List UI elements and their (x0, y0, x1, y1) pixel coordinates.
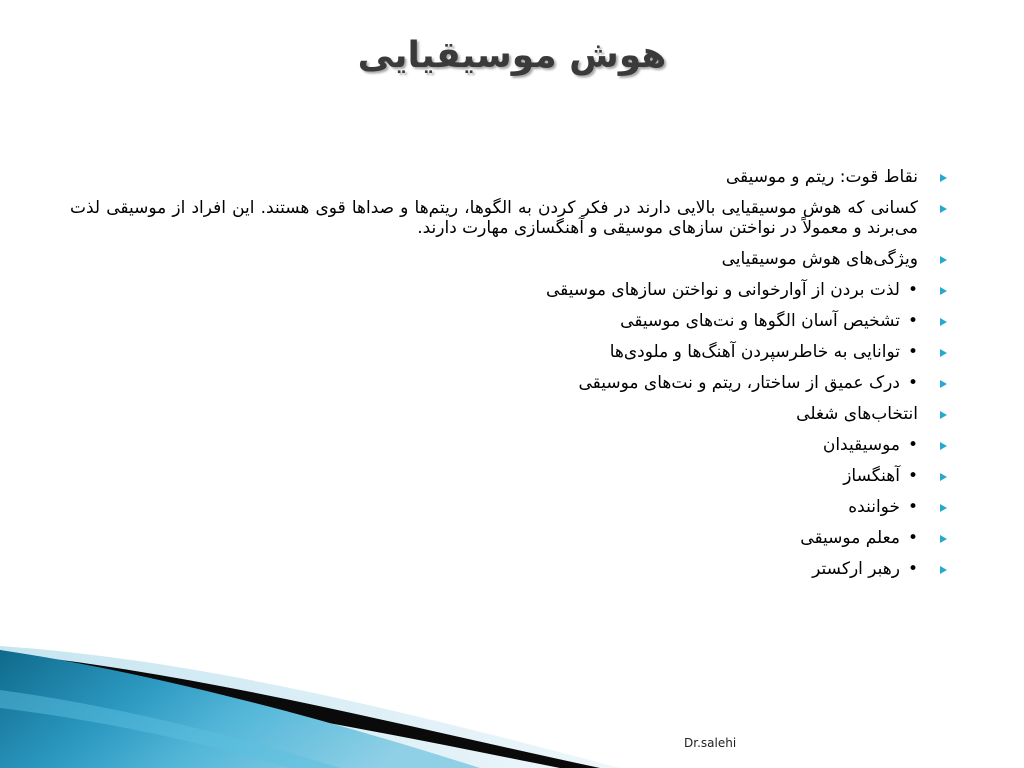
item-text: معلم موسیقی (800, 528, 900, 548)
triangle-right-icon (940, 349, 947, 357)
item-text: رهبر ارکستر (812, 559, 900, 579)
triangle-right-icon (940, 473, 947, 481)
item-text: نقاط قوت: ریتم و موسیقی (725, 167, 918, 187)
item-text: خواننده (848, 497, 900, 517)
triangle-right-icon (940, 318, 947, 326)
bullet-dot: • (907, 559, 918, 579)
list-item (70, 466, 950, 486)
bullet-dot: • (907, 280, 918, 300)
item-text: توانایی به خاطرسپردن آهنگ‌ها و ملودی‌ها (609, 342, 900, 362)
item-text: موسیقیدان (822, 435, 900, 455)
triangle-right-icon (940, 287, 947, 295)
list-item (70, 404, 950, 424)
triangle-right-icon (940, 205, 947, 213)
list-item (70, 528, 950, 548)
triangle-right-icon (940, 256, 947, 264)
item-text: تشخیص آسان الگوها و نت‌های موسیقی (620, 311, 900, 331)
list-item (70, 497, 950, 517)
bullet-dot: • (907, 466, 918, 486)
item-text: لذت بردن از آوارخوانی و نواختن سازهای موسیقی (546, 280, 900, 300)
triangle-right-icon (940, 535, 947, 543)
bullet-dot: • (907, 373, 918, 393)
triangle-right-icon (940, 174, 947, 182)
list-item (70, 435, 950, 455)
bullet-dot: • (907, 497, 918, 517)
list-item (70, 559, 950, 579)
list-item (70, 249, 950, 269)
item-text: کسانی که هوش موسیقیایی بالایی دارند در فکر کردن به الگوها، ریتم‌ها و صداها قوی هستند. این افراد از موسیقی لذت می‌برند و معمولاً در نواختن سازهای موسیقی و آهنگسازی مهارت دارند. (70, 198, 918, 238)
item-text: انتخاب‌های شغلی (796, 404, 918, 424)
list-item (70, 342, 950, 362)
slide-title: هوش موسیقیایی (357, 35, 667, 76)
bullet-dot: • (907, 528, 918, 548)
triangle-right-icon (940, 411, 947, 419)
bullet-dot: • (907, 311, 918, 331)
item-text: ویژگی‌های هوش موسیقیایی (721, 249, 918, 269)
triangle-right-icon (940, 442, 947, 450)
bullet-dot: • (907, 342, 918, 362)
content-list (70, 167, 950, 590)
triangle-right-icon (940, 566, 947, 574)
footer-author: Dr.salehi (684, 736, 737, 750)
triangle-right-icon (940, 380, 947, 388)
bullet-dot: • (907, 435, 918, 455)
list-item (70, 311, 950, 331)
list-item (70, 167, 950, 187)
triangle-right-icon (940, 504, 947, 512)
list-item (70, 373, 950, 393)
item-text: درک عمیق از ساختار، ریتم و نت‌های موسیقی (578, 373, 900, 393)
list-item (70, 198, 950, 238)
item-text: آهنگساز (843, 466, 900, 486)
list-item (70, 280, 950, 300)
